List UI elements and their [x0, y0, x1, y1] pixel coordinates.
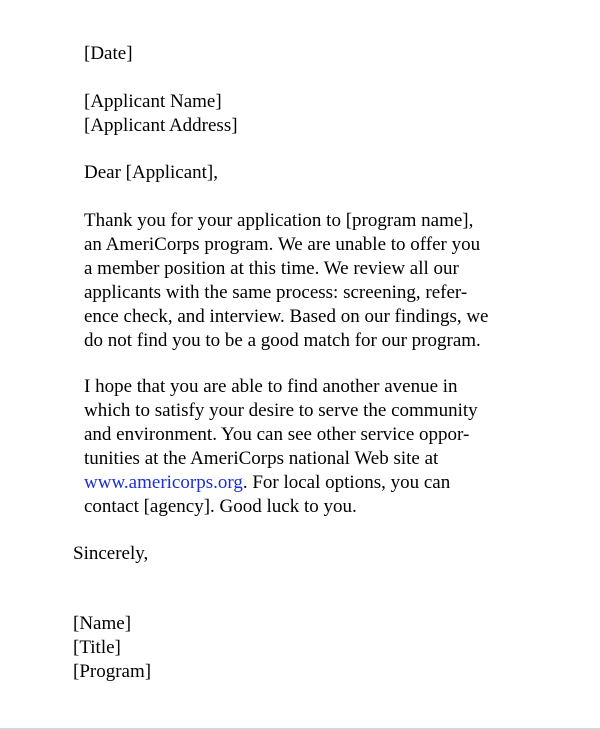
date-line: [Date] — [84, 43, 133, 64]
paragraph1-line: do not find you to be a good match for our program. — [84, 330, 481, 351]
paragraph1-line: an AmeriCorps program. We are unable to offer you — [84, 234, 481, 255]
signature-program: [Program] — [73, 661, 152, 682]
link-suffix-text: . For local options, you can — [242, 472, 451, 493]
signature-title: [Title] — [73, 637, 121, 658]
paragraph1-line: ence check, and interview. Based on our findings, we — [84, 306, 489, 327]
paragraph1-line: Thank you for your application to [program name], — [84, 210, 474, 231]
applicant-name: [Applicant Name] — [84, 91, 222, 112]
paragraph1-line: applicants with the same process: screening, refer- — [84, 282, 468, 303]
signature-name: [Name] — [73, 613, 132, 634]
paragraph2-line: tunities at the AmeriCorps national Web site at — [84, 448, 439, 469]
applicant-address: [Applicant Address] — [84, 115, 238, 136]
paragraph2-line: contact [agency]. Good luck to you. — [84, 496, 357, 517]
paragraph2-line: and environment. You can see other service oppor- — [84, 424, 470, 445]
americorps-link[interactable]: www.americorps.org — [84, 472, 243, 493]
paragraph2-line: which to satisfy your desire to serve the community — [84, 400, 478, 421]
salutation: Dear [Applicant], — [84, 162, 218, 183]
paragraph2-line: I hope that you are able to find another avenue in — [84, 376, 458, 397]
paragraph2-link-line — [84, 471, 450, 495]
paragraph1-line: a member position at this time. We review all our — [84, 258, 459, 279]
closing: Sincerely, — [73, 543, 149, 564]
